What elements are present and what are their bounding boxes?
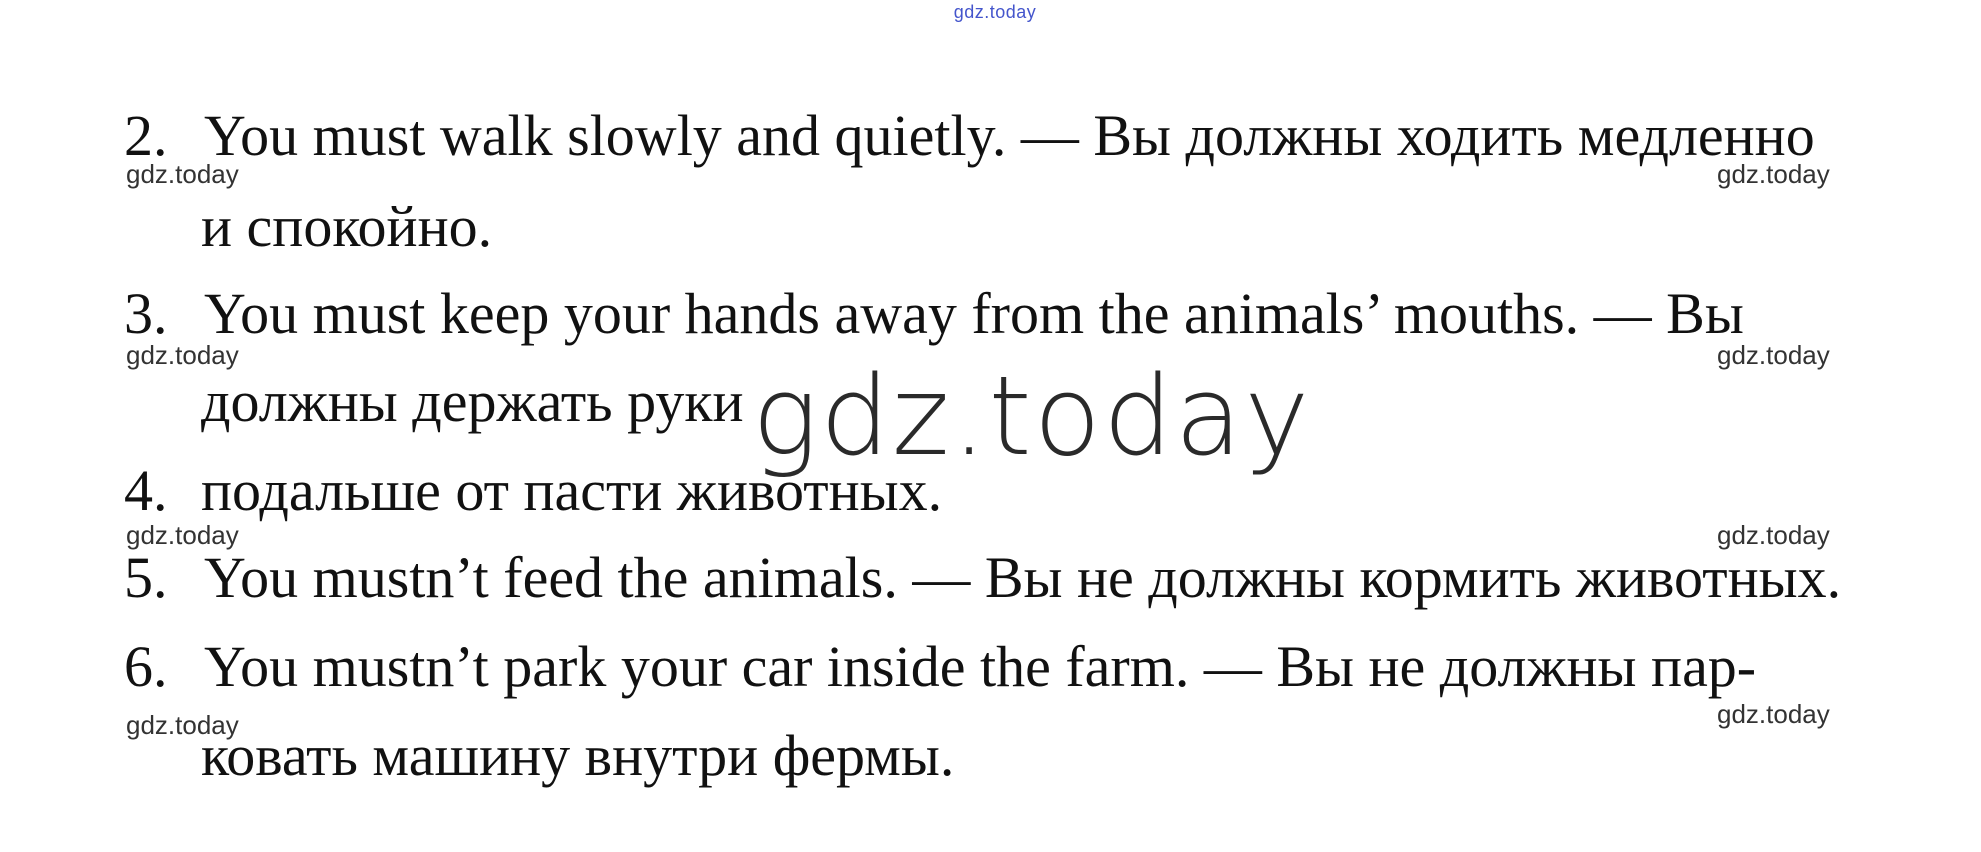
top-watermark: gdz.today <box>953 2 1037 22</box>
watermark-left-4: gdz.today <box>126 710 239 740</box>
item-number-2: 2. <box>124 103 168 168</box>
item-3-line-2: должны держать руки <box>201 369 744 434</box>
watermark-right-1: gdz.today <box>1717 159 1830 189</box>
item-6-line-1: You mustn’t park your car inside the farm. — Вы не должны пар- <box>204 634 1757 699</box>
large-watermark: gdz.today <box>752 352 1312 480</box>
watermark-left-2: gdz.today <box>126 340 239 370</box>
item-2-line-2: и спокойно. <box>201 194 493 259</box>
watermark-left-3: gdz.today <box>126 520 239 550</box>
item-6-line-2: ковать машину внутри фермы. <box>201 723 955 788</box>
item-4-line-1: подальше от пасти животных. <box>201 458 943 523</box>
item-number-6: 6. <box>124 634 168 699</box>
watermark-right-2: gdz.today <box>1717 340 1830 370</box>
item-number-4: 4. <box>124 458 168 523</box>
item-5-line-1: You mustn’t feed the animals. — Вы не должны кормить животных. <box>204 545 1842 610</box>
watermark-right-3: gdz.today <box>1717 520 1830 550</box>
item-3-line-1: You must keep your hands away from the animals’ mouths. — Вы <box>204 281 1744 346</box>
watermark-left-1: gdz.today <box>126 159 239 189</box>
item-2-line-1: You must walk slowly and quietly. — Вы должны ходить медленно <box>204 103 1815 168</box>
watermark-right-4: gdz.today <box>1717 699 1830 729</box>
item-number-5: 5. <box>124 545 168 610</box>
item-number-3: 3. <box>124 281 168 346</box>
